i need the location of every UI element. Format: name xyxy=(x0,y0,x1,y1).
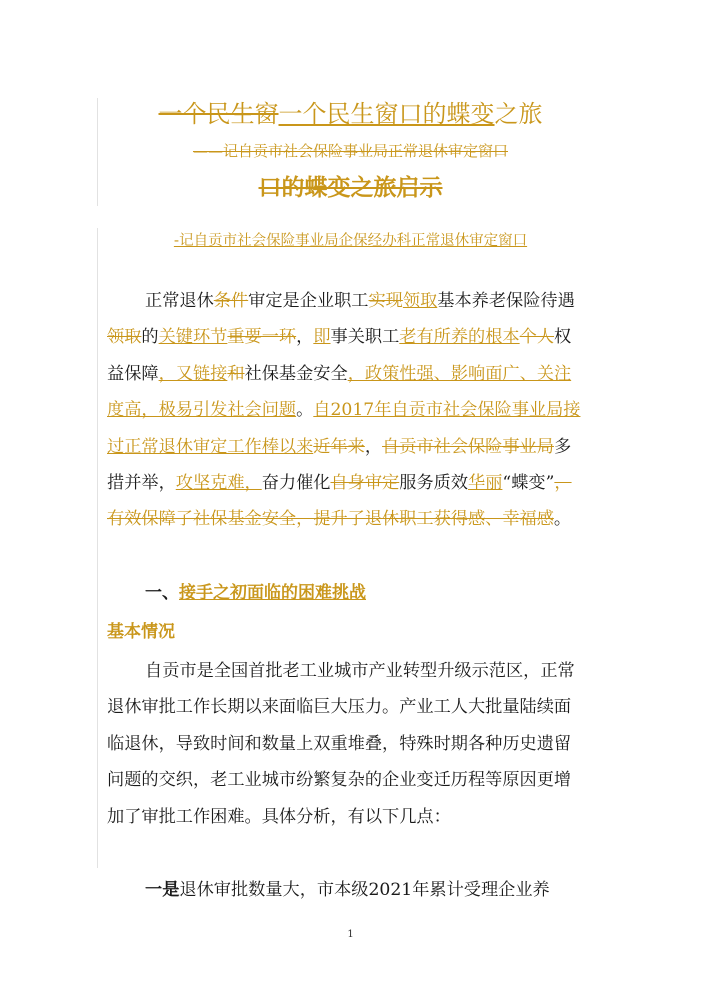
document-subtitle: -记自贡市社会保险事业局企保经办科正常退休审定窗口 xyxy=(173,233,528,249)
body-paragraph-point-1: 一是退休审批数量大，市本级2021年累计受理企业养 xyxy=(145,880,550,900)
document-title: 一个民生窗一个民生窗口的蝶变之旅 xyxy=(158,100,543,128)
document-title-line2: 口的蝶变之旅启示 xyxy=(258,175,443,201)
page-number: 1 xyxy=(347,929,354,940)
document-subtitle-deleted: ——记自贡市社会保险事业局正常退休审定窗口 xyxy=(192,142,508,160)
revision-margin-line-body xyxy=(97,228,98,868)
section-heading-1: 一、接手之初面临的困难挑战 xyxy=(145,583,366,603)
body-paragraph-background: 自贡市是全国首批老工业城市产业转型升级示范区，正常退休审批工作长期以来面临巨大压力。产业工人大批量陆续面临退休，导致时间和数量上双重堆叠，特殊时期各种历史遗留问题的交织，老工业城市纷繁复杂的企业变迁历程等原因更增加了审批工作困难。具体分析，有以下几点： xyxy=(107,661,575,827)
section-heading-basic: 基本情况 xyxy=(107,622,175,642)
intro-paragraph: 正常退休条件审定是企业职工实现领取基本养老保险待遇领取的关键环节重要一环，即事关职工老有所养的根本个人权益保障，又链接和社保基金安全，政策性强、影响面广、关注度高，极易引发社会问题。自2017年自贡市社会保险事业局接过正常退休审定工作棒以来近年来，自贡市社会保险事业局多措并举，攻坚克难，奋力催化自身审定服务质效华丽“蝶变”，有效保障了社保基金安全，提升了退休职工获得感、幸福感。 xyxy=(107,291,581,530)
